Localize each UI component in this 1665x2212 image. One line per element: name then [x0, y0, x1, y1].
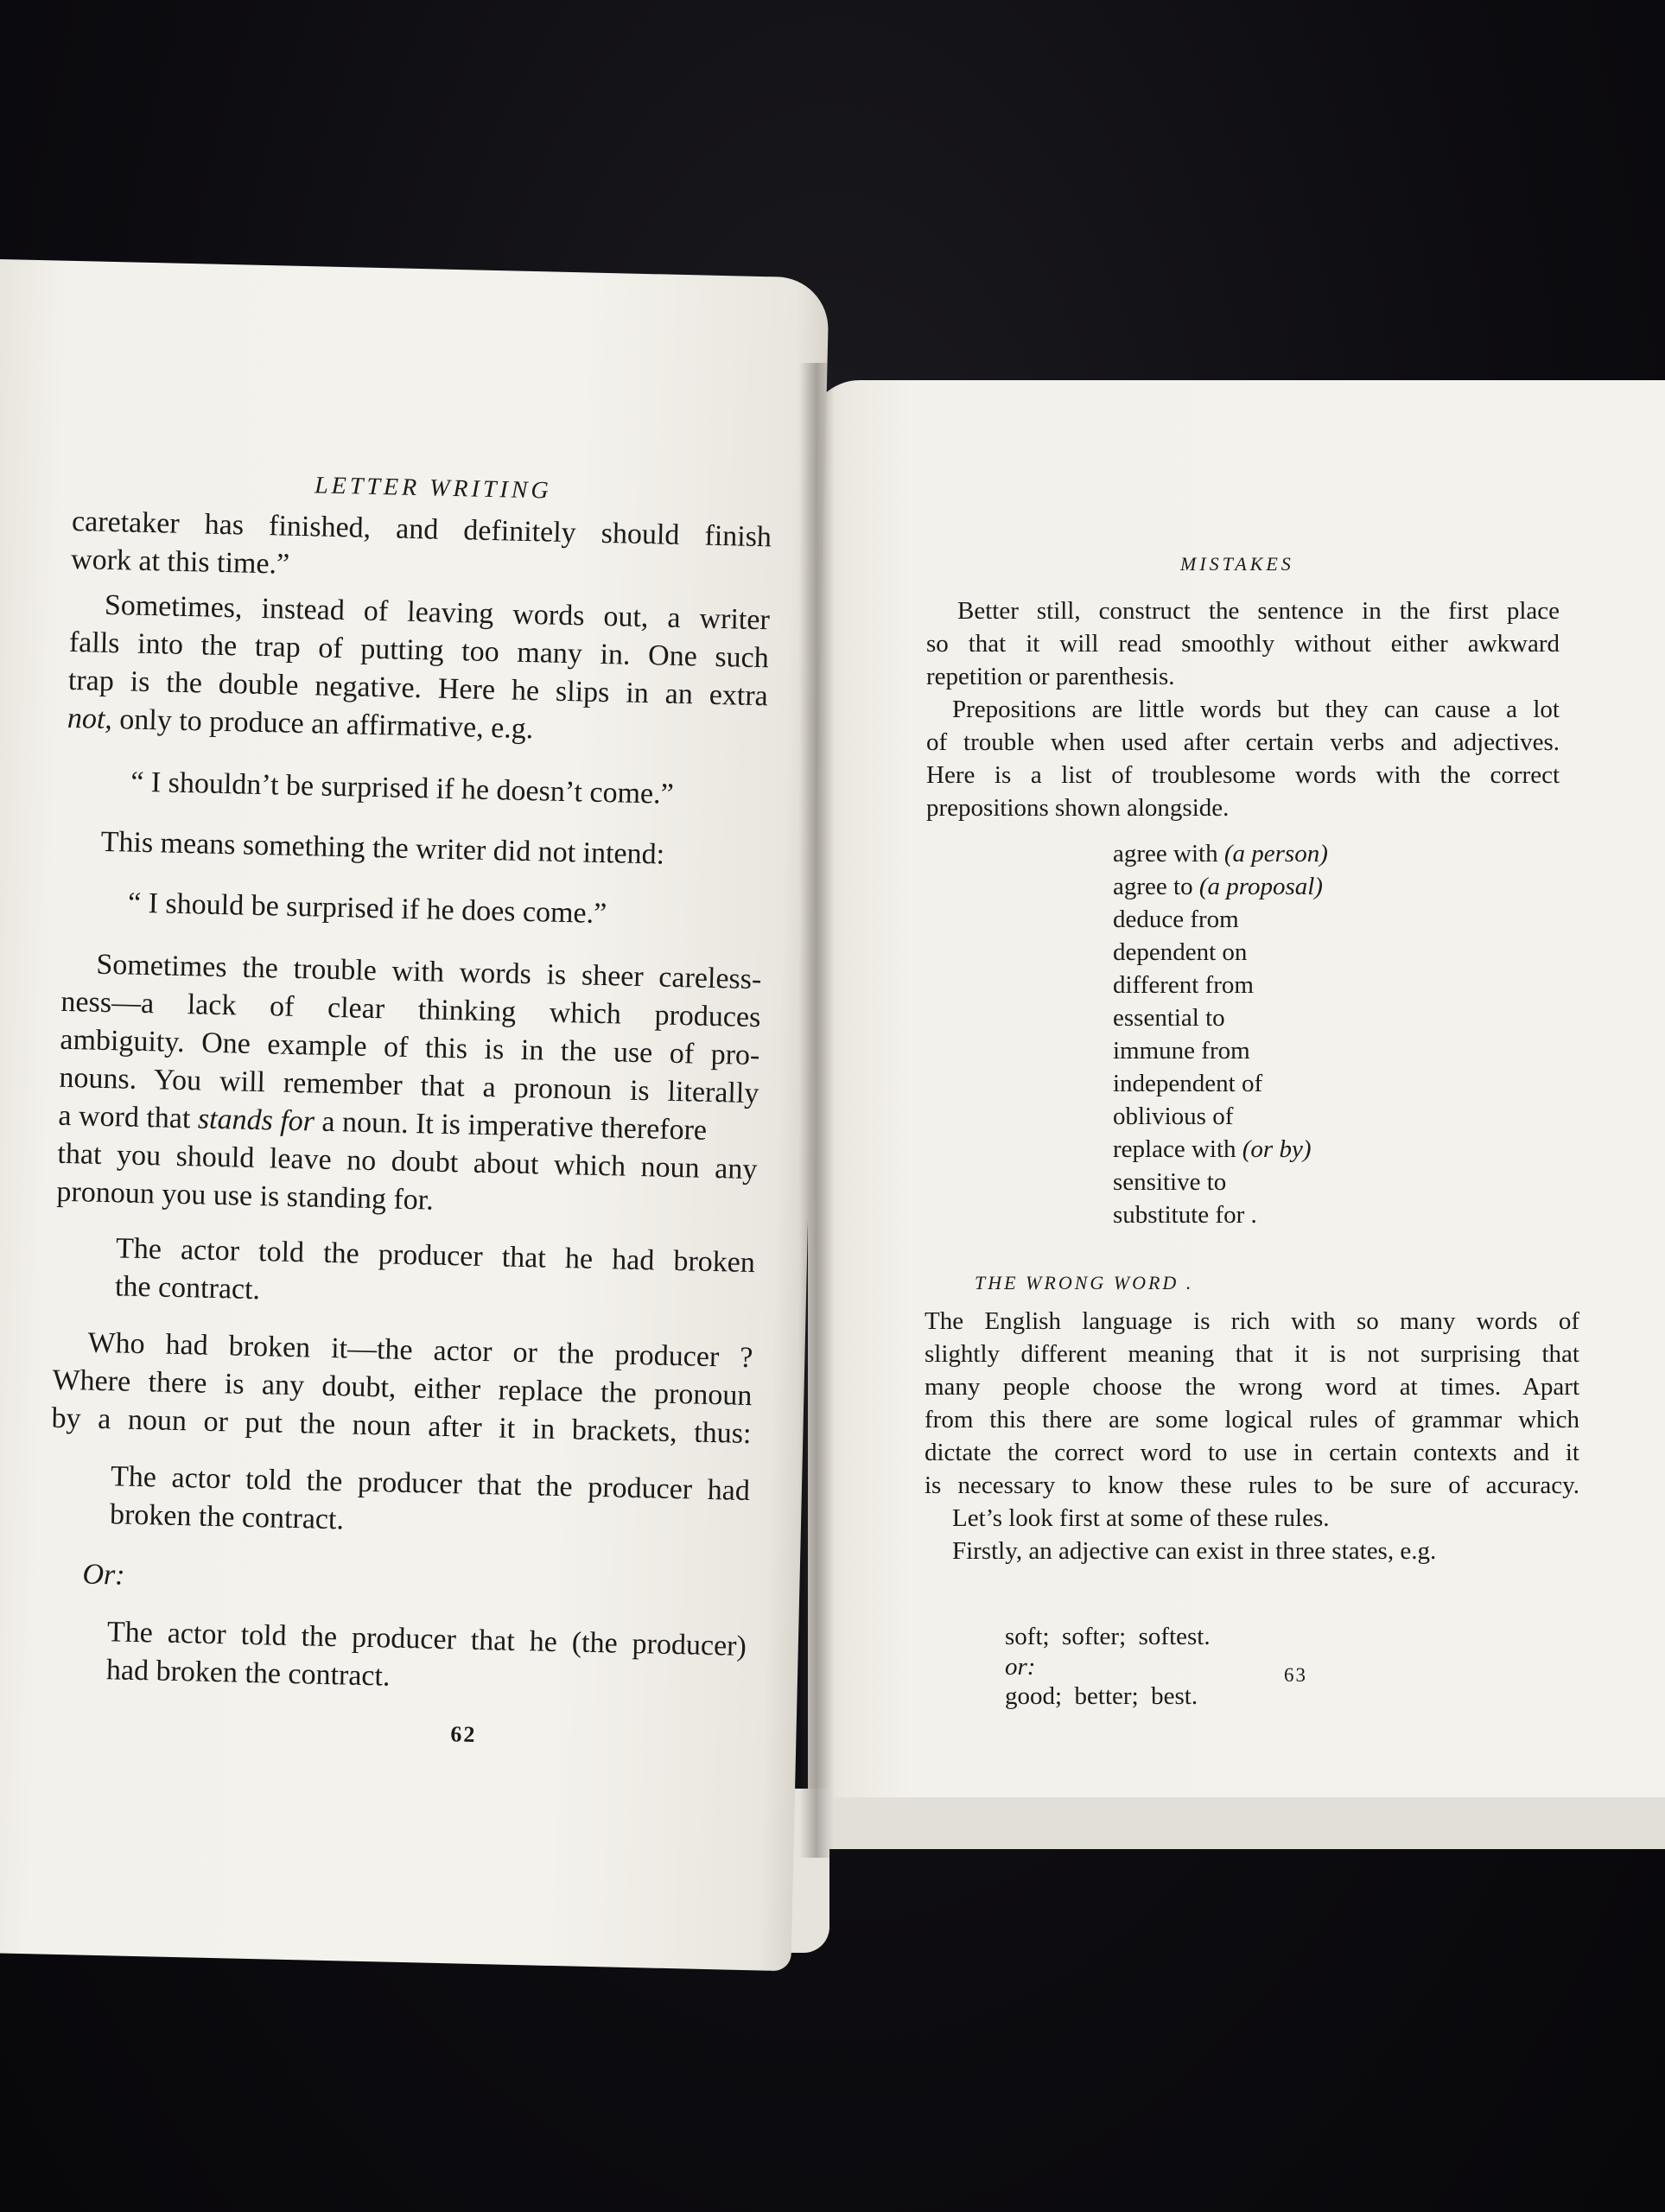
- list-note: (a person): [1223, 840, 1328, 868]
- list-word: agree to: [1113, 873, 1193, 900]
- list-word: different from: [1113, 971, 1254, 999]
- left-example-2a: The actor told the producer that the producer had: [110, 1460, 751, 1508]
- left-line-1: caretaker has finished, and definitely should finish: [71, 505, 772, 554]
- right-section-line-5: dictate the correct word to use in certain contexts and it: [925, 1439, 1579, 1466]
- right-line-2: so that it will read smoothly without either awkward: [926, 630, 1560, 658]
- right-line-3: repetition or parenthesis.: [926, 663, 1175, 690]
- list-word: oblivious of: [1113, 1103, 1234, 1130]
- left-example-2b: broken the contract.: [109, 1498, 345, 1536]
- left-line-22: by a noun or put the noun after it in brackets, thus:: [51, 1402, 752, 1451]
- left-line-14-a: a word that: [58, 1099, 191, 1135]
- section-heading: THE WRONG WORD .: [975, 1272, 1194, 1294]
- list-item: [1113, 1037, 1250, 1065]
- left-line-6-rest: only to produce an affirmative, e.g.: [118, 703, 534, 746]
- right-section-line-2: slightly different meaning that it is not surprising that: [925, 1340, 1579, 1368]
- left-example-1a: The actor told the producer that he had broken: [115, 1232, 756, 1280]
- left-line-21: Where there is any doubt, either replace the pronoun: [52, 1363, 753, 1413]
- right-line-6: Here is a list of troublesome words with the correct: [926, 761, 1560, 789]
- italic-stands-for: stands for: [197, 1103, 315, 1138]
- right-section-line-3: many people choose the wrong word at times. Apart: [925, 1373, 1579, 1401]
- left-line-2: work at this time.”: [70, 543, 290, 581]
- right-line-5: of trouble when used after certain verbs and adjectives.: [926, 728, 1560, 756]
- list-item: [1113, 938, 1247, 967]
- list-word: deduce from: [1113, 906, 1239, 933]
- left-example-1b: the contract.: [114, 1270, 261, 1306]
- left-or: Or:: [82, 1558, 126, 1592]
- list-item: [1113, 873, 1323, 901]
- list-word: agree with: [1113, 840, 1218, 868]
- left-line-15: that you should leave no doubt about which noun any: [57, 1137, 758, 1186]
- left-line-16: pronoun you use is standing for.: [56, 1175, 435, 1217]
- right-page-number: 63: [1284, 1664, 1307, 1686]
- left-example-3a: The actor told the producer that he (the producer): [106, 1616, 747, 1663]
- list-item: [1113, 1070, 1262, 1098]
- right-line-4: Prepositions are little words but they can cause a lot: [952, 696, 1560, 723]
- left-line-5: trap is the double negative. Here he slips in an extra: [67, 664, 769, 713]
- list-note: (or by): [1242, 1135, 1312, 1163]
- list-word: replace with: [1113, 1135, 1236, 1163]
- left-quote-1: “ I shouldn’t be surprised if he doesn’t come.”: [130, 766, 675, 810]
- list-item: [1113, 906, 1239, 934]
- right-running-head: MISTAKES: [1180, 553, 1294, 575]
- left-line-3: Sometimes, instead of leaving words out, a writer: [104, 588, 771, 637]
- left-line-14-b: a noun. It is imperative therefore: [321, 1105, 708, 1147]
- left-page: [0, 259, 829, 1971]
- left-line-8: This means something the writer did not intend:: [100, 825, 665, 871]
- left-line-13: nouns. You will remember that a pronoun is literally: [59, 1061, 759, 1110]
- list-word: essential to: [1113, 1004, 1225, 1032]
- right-section-line-1: The English language is rich with so many words of: [925, 1307, 1579, 1335]
- left-line-11: ness—a lack of clear thinking which produces: [60, 985, 761, 1034]
- list-word: substitute for .: [1113, 1201, 1257, 1229]
- left-line-12: ambiguity. One example of this is in the use of pro-: [60, 1023, 760, 1072]
- right-section-line-7: Let’s look first at some of these rules.: [952, 1504, 1330, 1532]
- right-line-7: prepositions shown alongside.: [926, 794, 1230, 822]
- right-section-line-8: Firstly, an adjective can exist in three states, e.g.: [952, 1537, 1437, 1565]
- example-or: or:: [1005, 1652, 1036, 1681]
- example-adjective-states: [980, 1592, 1211, 1742]
- left-quote-2: “ I should be surprised if he does come.”: [127, 887, 607, 931]
- left-running-head: LETTER WRITING: [314, 472, 553, 505]
- left-example-3b: had broken the contract.: [105, 1654, 391, 1693]
- book-gutter-shadow: [799, 363, 834, 1858]
- list-item: [1113, 971, 1254, 1000]
- left-line-10: Sometimes the trouble with words is sheer careless-: [96, 948, 762, 996]
- example-good: good; better; best.: [1005, 1682, 1198, 1711]
- left-line-20: Who had broken it—the actor or the producer ?: [87, 1326, 753, 1375]
- right-line-1: Better still, construct the sentence in the first place: [957, 597, 1560, 625]
- italic-not: not,: [67, 702, 113, 736]
- list-item: [1113, 1201, 1257, 1230]
- list-word: independent of: [1113, 1070, 1263, 1097]
- left-page-number: 62: [450, 1721, 477, 1747]
- list-item: [1113, 1103, 1233, 1131]
- list-word: dependent on: [1113, 938, 1248, 966]
- right-page-edge: [829, 1797, 1665, 1849]
- left-line-4: falls into the trap of putting too many in. One such: [68, 626, 770, 675]
- list-word: immune from: [1113, 1037, 1250, 1065]
- list-item: [1113, 1168, 1226, 1197]
- example-soft: soft; softer; softest.: [1005, 1622, 1211, 1650]
- right-section-line-6: is necessary to know these rules to be sure of accuracy.: [925, 1471, 1579, 1499]
- list-word: sensitive to: [1113, 1168, 1227, 1196]
- list-note: (a proposal): [1198, 873, 1323, 900]
- list-item: [1113, 1135, 1312, 1164]
- right-section-line-4: from this there are some logical rules of grammar which: [925, 1406, 1579, 1433]
- list-item: [1113, 840, 1328, 868]
- left-line-6: [67, 702, 533, 747]
- list-item: [1113, 1004, 1225, 1033]
